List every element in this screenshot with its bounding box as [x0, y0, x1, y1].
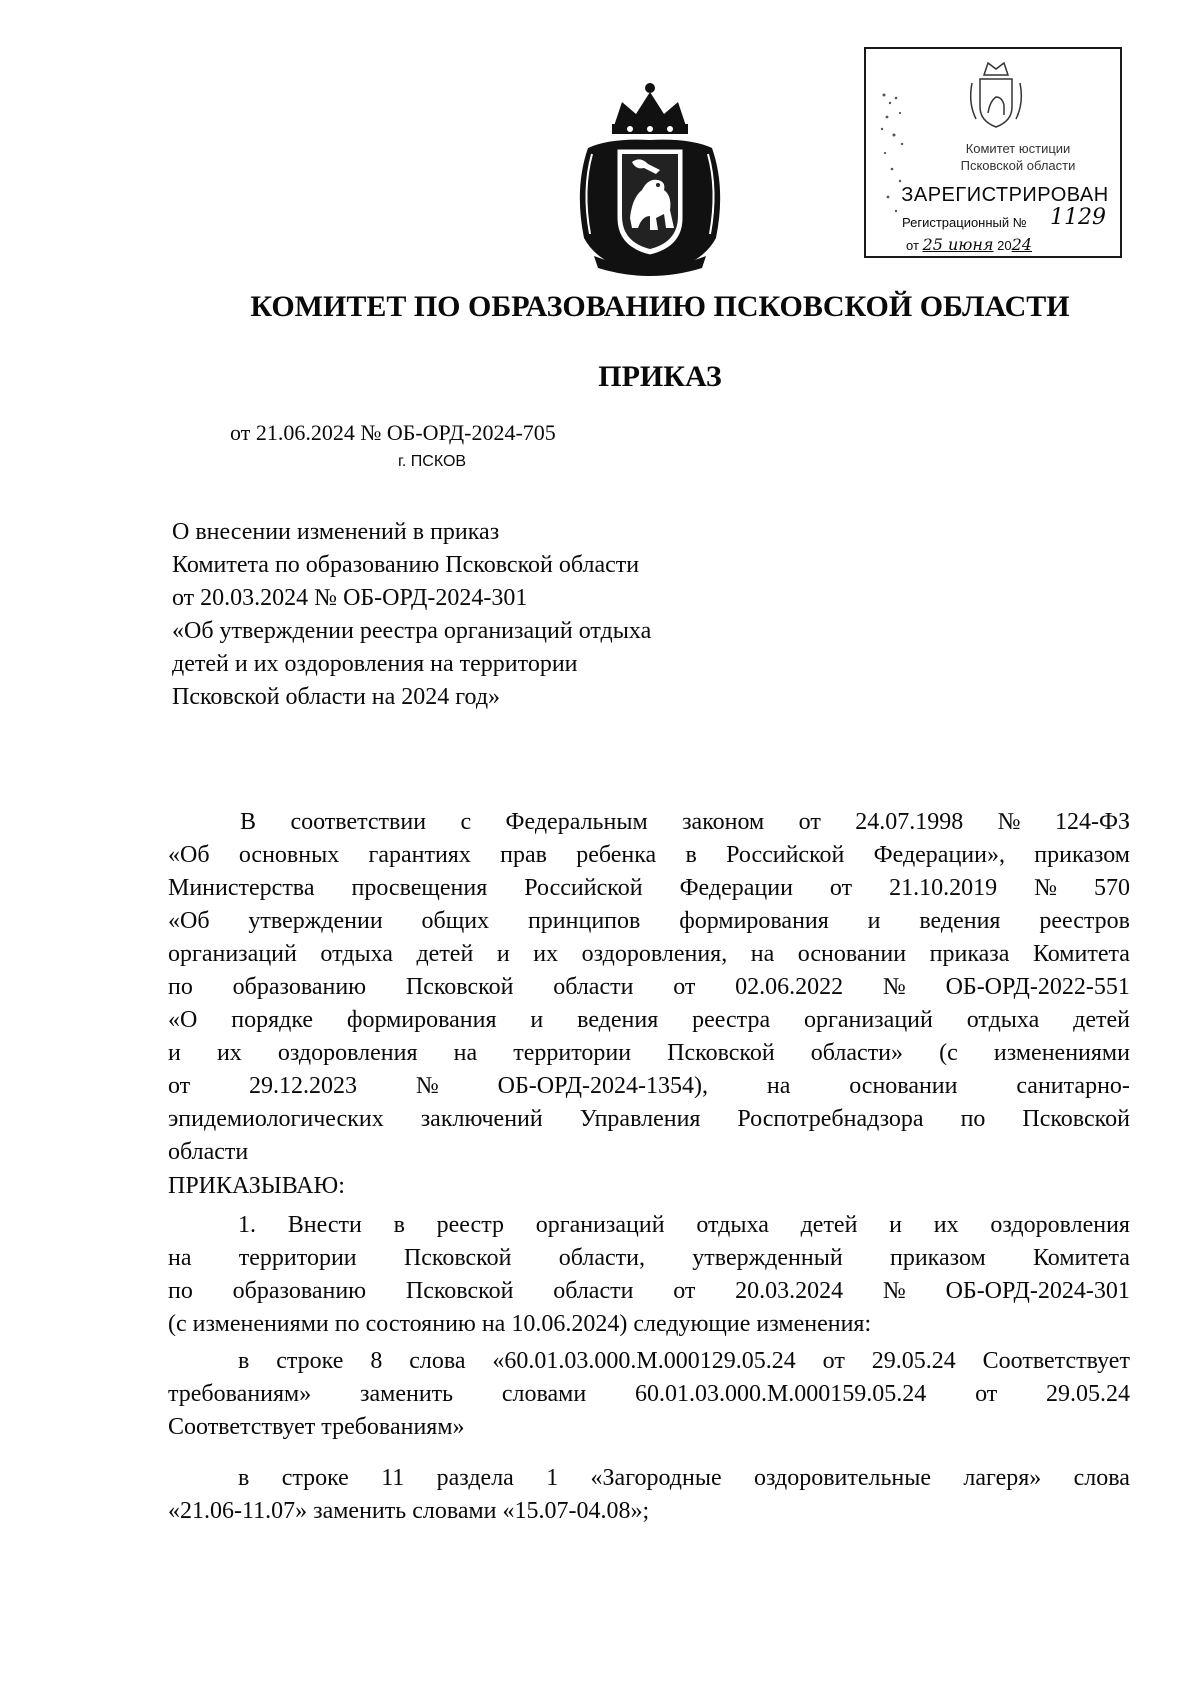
- document-type-title: ПРИКАЗ: [598, 360, 722, 393]
- subject-line: Комитета по образованию Псковской области: [172, 552, 640, 578]
- subject-line: детей и их оздоровления на территории: [172, 651, 578, 677]
- body-line: области: [168, 1139, 249, 1165]
- stamp-registered-label: ЗАРЕГИСТРИРОВАН: [901, 184, 1109, 206]
- body-line: от 29.12.2023 № ОБ-ОРД-2024-1354), на основании санитарно-: [168, 1073, 1130, 1099]
- body-line: «О порядке формирования и ведения реестра организаций отдыха детей: [168, 1007, 1130, 1033]
- body-line: по образованию Псковской области от 20.03.2024 № ОБ-ОРД-2024-301: [168, 1278, 1130, 1304]
- stamp-date-day-month: 25 июня: [922, 235, 994, 254]
- order-subject: [172, 516, 651, 714]
- order-city: г. ПСКОВ: [398, 453, 467, 470]
- stamp-reg-number: 1129: [1050, 205, 1106, 230]
- body-line: В соответствии с Федеральным законом от 24.07.1998 № 124-ФЗ: [240, 809, 1130, 835]
- stamp-reg-label: Регистрационный №: [902, 215, 1027, 230]
- body-line: 1. Внести в реестр организаций отдыха детей и их оздоровления: [238, 1212, 1130, 1238]
- stamp-date-prefix: от: [906, 238, 919, 253]
- subject-line: Псковской области на 2024 год»: [172, 684, 501, 710]
- body-line: в строке 8 слова «60.01.03.000.М.000129.05.24 от 29.05.24 Соответствует: [238, 1348, 1130, 1374]
- stamp-org-line1: Комитет юстиции: [965, 141, 1071, 156]
- stamp-emblem-icon: [966, 57, 1026, 131]
- subject-line: О внесении изменений в приказ: [172, 519, 500, 545]
- stamp-org-line2: Псковской области: [960, 158, 1076, 173]
- body-line: «Об утверждении общих принципов формирования и ведения реестров: [168, 908, 1130, 934]
- order-word: ПРИКАЗЫВАЮ:: [168, 1173, 345, 1199]
- subject-line: от 20.03.2024 № ОБ-ОРД-2024-301: [172, 585, 528, 611]
- body-line: эпидемиологических заключений Управления Роспотребнадзора по Псковской: [168, 1106, 1130, 1132]
- coat-of-arms-icon: [570, 78, 730, 278]
- body-line: организаций отдыха детей и их оздоровления, на основании приказа Комитета: [168, 941, 1130, 967]
- body-line: Соответствует требованиям»: [168, 1414, 465, 1440]
- body-line: по образованию Псковской области от 02.06.2022 № ОБ-ОРД-2022-551: [168, 974, 1130, 1000]
- stamp-date-year: 24: [1011, 235, 1032, 254]
- body-line: «21.06-11.07» заменить словами «15.07-04.08»;: [168, 1498, 650, 1524]
- registration-stamp: [864, 47, 1122, 258]
- subject-line: «Об утверждении реестра организаций отдыха: [172, 618, 652, 644]
- body-line: (с изменениями по состоянию на 10.06.2024) следующие изменения:: [168, 1311, 872, 1337]
- committee-title: КОМИТЕТ ПО ОБРАЗОВАНИЮ ПСКОВСКОЙ ОБЛАСТИ: [250, 290, 1070, 323]
- stamp-date: [906, 235, 1032, 254]
- order-date-number: от 21.06.2024 № ОБ-ОРД-2024-705: [230, 420, 556, 445]
- body-line: в строке 11 раздела 1 «Загородные оздоровительные лагеря» слова: [238, 1465, 1130, 1491]
- body-line: на территории Псковской области, утвержденный приказом Комитета: [168, 1245, 1130, 1271]
- body-line: и их оздоровления на территории Псковской области» (с изменениями: [168, 1040, 1130, 1066]
- body-line: «Об основных гарантиях прав ребенка в Российской Федерации», приказом: [168, 842, 1130, 868]
- stamp-date-year-prefix: 20: [997, 238, 1012, 253]
- body-line: Министерства просвещения Российской Федерации от 21.10.2019 № 570: [168, 875, 1130, 901]
- body-line: требованиям» заменить словами 60.01.03.000.М.000159.05.24 от 29.05.24: [168, 1381, 1130, 1407]
